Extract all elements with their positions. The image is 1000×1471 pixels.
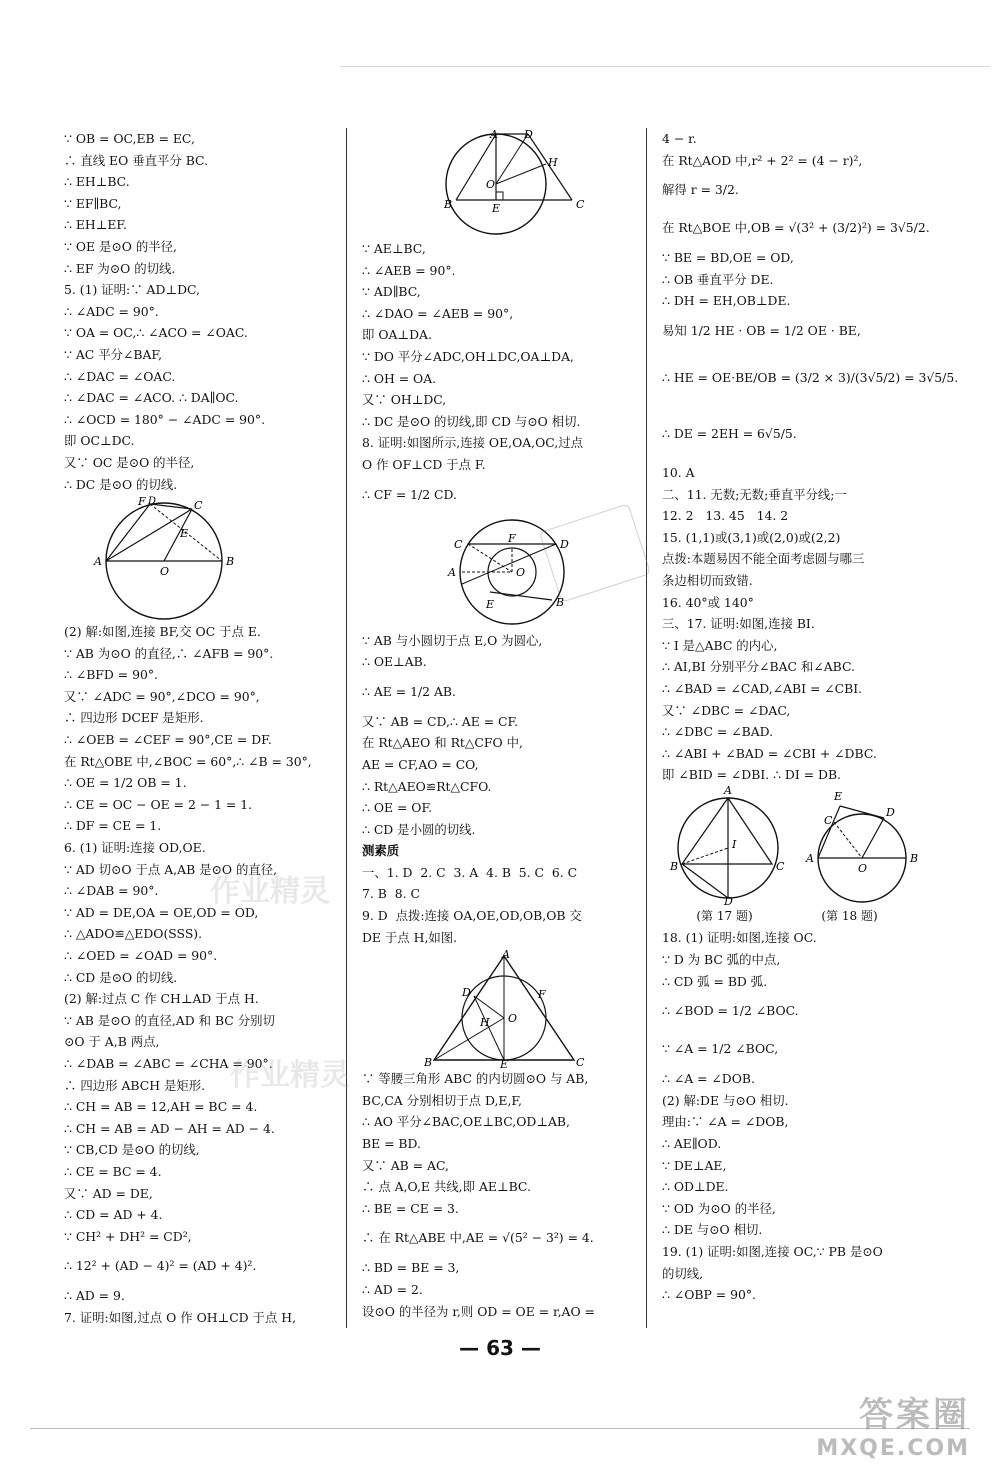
text-line: 解得 r = 3/2. bbox=[662, 182, 739, 198]
text-line: ∴ 在 Rt△ABE 中,AE = √(5² − 3²) = 4. bbox=[362, 1230, 594, 1246]
figure-captions bbox=[662, 906, 912, 928]
svg-text:C: C bbox=[776, 859, 785, 873]
svg-text:D: D bbox=[462, 986, 471, 1000]
svg-text:A: A bbox=[724, 785, 732, 797]
text-line: ∴ ∠DAC = ∠ACO. ∴ DA∥OC. bbox=[64, 390, 239, 406]
text-line: 15. (1,1)或(3,1)或(2,0)或(2,2) bbox=[662, 529, 841, 545]
text-line: ∵ AB 是⊙O 的直径,AD 和 BC 分别切 bbox=[64, 1012, 275, 1028]
text-line: ∵ DE⊥AE, bbox=[662, 1157, 727, 1173]
text-line: ∴ ∠ADC = 90°. bbox=[64, 303, 159, 319]
text-line: ∴ ∠OED = ∠OAD = 90°. bbox=[64, 948, 218, 963]
text-line: ∴ DC 是⊙O 的切线. bbox=[64, 476, 178, 492]
text-line: ∴ AI,BI 分别平分∠BAC 和∠ABC. bbox=[662, 659, 855, 675]
svg-text:O: O bbox=[486, 178, 496, 191]
text-line: ∴ ∠DAB = ∠ABC = ∠CHA = 90°. bbox=[64, 1055, 273, 1071]
text-line: ⊙O 于 A,B 两点, bbox=[64, 1034, 160, 1050]
caption-q17: (第 17 题) bbox=[696, 908, 753, 923]
text-line: ∵ AE⊥BC, bbox=[362, 241, 426, 256]
svg-text:B: B bbox=[910, 851, 919, 865]
text-line: ∵ D 为 BC 弧的中点, bbox=[662, 952, 781, 968]
watermark: 作业精灵 bbox=[210, 874, 330, 909]
caption-q18: (第 18 题) bbox=[821, 908, 878, 923]
text-line: ∴ CE = BC = 4. bbox=[64, 1163, 162, 1179]
svg-text:O: O bbox=[508, 1012, 518, 1026]
text-line: ∴ ∠OEB = ∠CEF = 90°,CE = DF. bbox=[64, 732, 272, 748]
svg-text:C: C bbox=[576, 1056, 585, 1069]
text-line: ∴ AD = 2. bbox=[362, 1282, 423, 1297]
text-line: 设⊙O 的半径为 r,则 OD = OE = r,AO = bbox=[362, 1303, 595, 1319]
svg-text:D: D bbox=[886, 805, 895, 819]
text-line: 又∵ OC 是⊙O 的半径, bbox=[64, 454, 195, 470]
svg-text:A: A bbox=[806, 851, 814, 865]
text-line: ∵ OA = OC,∴ ∠ACO = ∠OAC. bbox=[64, 325, 248, 341]
text-line: ∵ AB 与小圆切于点 E,O 为圆心, bbox=[362, 632, 543, 648]
text-line: 一、1. D 2. C 3. A 4. B 5. C 6. C bbox=[362, 864, 578, 880]
text-line: 8. 证明:如图所示,连接 OE,OA,OC,过点 bbox=[362, 435, 584, 451]
text-line: 又∵ ∠ADC = 90°,∠DCO = 90°, bbox=[64, 688, 260, 704]
text-line: (2) 解:DE 与⊙O 相切. bbox=[662, 1092, 789, 1108]
text-line: BC,CA 分别相切于点 D,E,F, bbox=[362, 1092, 522, 1108]
text-line: ∵ EF∥BC, bbox=[64, 195, 122, 211]
svg-text:B: B bbox=[670, 859, 679, 873]
text-line: 易知 1/2 HE · OB = 1/2 OE · BE, bbox=[662, 322, 861, 338]
text-line: ∴ ∠BOD = 1/2 ∠BOC. bbox=[662, 1003, 799, 1019]
text-line: ∴ DH = EH,OB⊥DE. bbox=[662, 293, 791, 309]
text-line: ∵ AB 为⊙O 的直径,∴ ∠AFB = 90°. bbox=[64, 645, 274, 661]
svg-text:O: O bbox=[160, 565, 170, 579]
text-line: 7. B 8. C bbox=[362, 886, 420, 902]
text-line: ∵ AD 切⊙O 于点 A,AB 是⊙O 的直径, bbox=[64, 861, 278, 877]
text-line: ∴ 点 A,O,E 共线,即 AE⊥BC. bbox=[362, 1179, 531, 1195]
text-line: O 作 OF⊥CD 于点 F. bbox=[362, 456, 486, 472]
text-line: 10. A bbox=[662, 464, 695, 480]
text-line: 条边相切而致错. bbox=[662, 572, 753, 588]
text-line: 12. 2 13. 45 14. 2 bbox=[662, 508, 789, 524]
page-number: — 63 — bbox=[459, 1336, 541, 1360]
text-line: 又∵ OH⊥DC, bbox=[362, 392, 447, 408]
text-line: 18. (1) 证明:如图,连接 OC. bbox=[662, 930, 817, 946]
text-line: 即 ∠BID = ∠DBI. ∴ DI = DB. bbox=[662, 767, 841, 783]
text-line: ∵ AD = DE,OA = OE,OD = OD, bbox=[64, 904, 259, 920]
text-line: 5. (1) 证明:∵ AD⊥DC, bbox=[64, 282, 200, 298]
svg-text:A: A bbox=[94, 555, 102, 569]
text-line: 9. D 点拨:连接 OA,OE,OD,OB,OB 交 bbox=[362, 908, 582, 924]
text-line: ∴ CF = 1/2 CD. bbox=[362, 486, 457, 502]
svg-text:O: O bbox=[516, 565, 526, 579]
svg-text:D: D bbox=[560, 537, 569, 551]
text-line: ∵ AC 平分∠BAF, bbox=[64, 346, 163, 362]
text-line: ∴ ∠DAO = ∠AEB = 90°, bbox=[362, 305, 514, 321]
text-line: 在 Rt△AEO 和 Rt△CFO 中, bbox=[362, 735, 523, 751]
svg-text:C: C bbox=[194, 499, 203, 513]
text-line: ∴ AE∥OD. bbox=[662, 1136, 722, 1152]
text-line: ∴ OD⊥DE. bbox=[662, 1179, 729, 1195]
text-line: ∴ EH⊥EF. bbox=[64, 217, 127, 233]
svg-text:B: B bbox=[424, 1056, 433, 1069]
top-rule bbox=[340, 66, 990, 67]
text-line: ∵ ∠A = 1/2 ∠BOC, bbox=[662, 1041, 779, 1057]
text-line: 测素质 bbox=[362, 843, 400, 859]
text-line: ∵ BE = BD,OE = OD, bbox=[662, 250, 794, 266]
text-line: ∴ 四边形 DCEF 是矩形. bbox=[64, 710, 204, 726]
text-line: ∴ ∠ABI + ∠BAD = ∠CBI + ∠DBC. bbox=[662, 745, 877, 761]
text-line: ∴ ∠DAC = ∠OAC. bbox=[64, 368, 176, 384]
svg-text:O: O bbox=[858, 861, 868, 875]
text-line: ∴ AO 平分∠BAC,OE⊥BC,OD⊥AB, bbox=[362, 1114, 570, 1130]
text-line: BE = BD. bbox=[362, 1136, 421, 1152]
text-line: ∴ ∠DAB = 90°. bbox=[64, 883, 159, 899]
text-line: 点拨:本题易因不能全面考虑圆与哪三 bbox=[662, 551, 865, 567]
text-line: ∴ BE = CE = 3. bbox=[362, 1200, 459, 1216]
svg-text:F: F bbox=[538, 988, 546, 1002]
text-line: 在 Rt△AOD 中,r² + 2² = (4 − r)², bbox=[662, 152, 863, 168]
text-line: ∴ BD = BE = 3, bbox=[362, 1260, 460, 1276]
text-line: ∴ ∠AEB = 90°. bbox=[362, 262, 456, 278]
text-line: ∴ 四边形 ABCH 是矩形. bbox=[64, 1077, 206, 1093]
column-divider bbox=[346, 128, 347, 1328]
figures-q17-q18 bbox=[662, 786, 932, 906]
watermark: 作业精灵 bbox=[230, 1058, 350, 1093]
svg-text:B: B bbox=[444, 198, 453, 211]
text-line: ∴ ∠OCD = 180° − ∠ADC = 90°. bbox=[64, 411, 266, 427]
corner-logo-url: MXQE.COM bbox=[816, 1436, 970, 1461]
text-line: ∴ ∠BFD = 90°. bbox=[64, 667, 159, 683]
text-line: ∴ ∠BAD = ∠CAD,∠ABI = ∠CBI. bbox=[662, 680, 863, 696]
text-line: ∴ CH = AB = AD − AH = AD − 4. bbox=[64, 1120, 275, 1136]
svg-text:D: D bbox=[524, 128, 533, 141]
svg-text:E: E bbox=[486, 597, 495, 611]
svg-text:C: C bbox=[824, 813, 833, 827]
svg-text:C: C bbox=[576, 198, 585, 211]
text-line: 理由:∵ ∠A = ∠DOB, bbox=[662, 1114, 789, 1130]
text-line: ∴ AD = 9. bbox=[64, 1288, 125, 1304]
corner-logo-text: 答案圈 bbox=[859, 1395, 970, 1435]
svg-text:I: I bbox=[732, 837, 737, 851]
text-line: 的切线, bbox=[662, 1265, 704, 1281]
text-line: ∴ HE = OE·BE/OB = (3/2 × 3)/(3√5/2) = 3√5/5. bbox=[662, 369, 959, 385]
text-line: ∴ EF 为⊙O 的切线. bbox=[64, 260, 176, 276]
text-line: ∴ △ADO≌△EDO(SSS). bbox=[64, 926, 203, 942]
text-line: 即 OC⊥DC. bbox=[64, 433, 135, 449]
svg-text:E: E bbox=[180, 527, 189, 541]
svg-text:D: D bbox=[724, 894, 733, 906]
text-line: ∴ 12² + (AD − 4)² = (AD + 4)². bbox=[64, 1258, 257, 1274]
text-line: ∵ 等腰三角形 ABC 的内切圆⊙O 与 AB, bbox=[362, 1071, 589, 1087]
column-1 bbox=[64, 128, 334, 1329]
figure-q5 bbox=[64, 495, 264, 621]
svg-text:H: H bbox=[548, 156, 558, 169]
text-line: ∴ ∠DBC = ∠BAD. bbox=[662, 724, 774, 740]
text-line: ∴ OE = OF. bbox=[362, 800, 433, 816]
text-line: 19. (1) 证明:如图,连接 OC,∵ PB 是⊙O bbox=[662, 1244, 883, 1259]
svg-text:F: F bbox=[508, 531, 516, 545]
text-line: ∵ AD∥BC, bbox=[362, 284, 421, 300]
text-line: 三、17. 证明:如图,连接 BI. bbox=[662, 616, 815, 632]
svg-text:B: B bbox=[226, 555, 235, 569]
svg-text:D: D bbox=[148, 496, 157, 508]
svg-text:A: A bbox=[502, 948, 510, 962]
text-line: (2) 解:如图,连接 BF,交 OC 于点 E. bbox=[64, 624, 261, 640]
svg-text:B: B bbox=[556, 595, 565, 609]
text-line: AE = CF,AO = CO, bbox=[362, 756, 479, 772]
text-line: ∴ DE = 2EH = 6√5/5. bbox=[662, 425, 797, 441]
text-line: ∴ OH = OA. bbox=[362, 370, 437, 386]
text-line: ∵ OE 是⊙O 的半径, bbox=[64, 238, 177, 254]
text-line: ∴ ∠OBP = 90°. bbox=[662, 1287, 756, 1303]
figure-q7 bbox=[362, 128, 632, 238]
text-line: ∴ DE 与⊙O 相切. bbox=[662, 1222, 763, 1238]
text-line: ∵ CB,CD 是⊙O 的切线, bbox=[64, 1142, 200, 1158]
text-line: ∴ OE⊥AB. bbox=[362, 654, 427, 670]
text-line: 即 OA⊥DA. bbox=[362, 327, 432, 343]
text-line: ∴ DF = CE = 1. bbox=[64, 818, 162, 834]
column-3 bbox=[662, 128, 959, 1306]
column-2 bbox=[362, 128, 640, 1322]
text-line: 又∵ ∠DBC = ∠DAC, bbox=[662, 702, 791, 718]
svg-text:E: E bbox=[492, 202, 501, 215]
text-line: 又∵ AB = CD,∴ AE = CF. bbox=[362, 713, 519, 729]
text-line: 在 Rt△OBE 中,∠BOC = 60°,∴ ∠B = 30°, bbox=[64, 753, 312, 769]
svg-text:E: E bbox=[834, 789, 843, 803]
text-line: ∴ CD 弧 = BD 弧. bbox=[662, 973, 768, 989]
text-line: ∴ CE = OC − OE = 2 − 1 = 1. bbox=[64, 796, 253, 812]
svg-text:F: F bbox=[138, 495, 146, 509]
text-line: ∴ 直线 EO 垂直平分 BC. bbox=[64, 152, 209, 168]
text-line: 又∵ AD = DE, bbox=[64, 1185, 153, 1201]
text-line: ∴ OE = 1/2 OB = 1. bbox=[64, 775, 187, 791]
text-line: 16. 40°或 140° bbox=[662, 594, 754, 610]
text-line: DE 于点 H,如图. bbox=[362, 929, 458, 945]
text-line: ∴ EH⊥BC. bbox=[64, 174, 130, 190]
text-line: 又∵ AB = AC, bbox=[362, 1157, 449, 1173]
text-line: ∴ DC 是⊙O 的切线,即 CD 与⊙O 相切. bbox=[362, 413, 581, 429]
corner-logo bbox=[816, 1387, 970, 1461]
svg-text:A: A bbox=[448, 565, 456, 579]
text-line: (2) 解:过点 C 作 CH⊥AD 于点 H. bbox=[64, 991, 259, 1007]
text-line: ∵ OB = OC,EB = EC, bbox=[64, 131, 195, 146]
svg-text:A: A bbox=[490, 128, 498, 141]
text-line: ∴ OB 垂直平分 DE. bbox=[662, 271, 774, 287]
svg-text:C: C bbox=[454, 537, 463, 551]
figure-q9 bbox=[362, 948, 632, 1068]
text-line: ∴ Rt△AEO≌Rt△CFO. bbox=[362, 778, 492, 794]
text-line: 在 Rt△BOE 中,OB = √(3² + (3/2)²) = 3√5/2. bbox=[662, 220, 930, 236]
svg-text:E: E bbox=[500, 1058, 509, 1069]
text-line: ∵ DO 平分∠ADC,OH⊥DC,OA⊥DA, bbox=[362, 348, 574, 364]
text-line: 7. 证明:如图,过点 O 作 OH⊥CD 于点 H, bbox=[64, 1309, 297, 1325]
text-line: ∵ OD 为⊙O 的半径, bbox=[662, 1200, 776, 1216]
text-line: ∴ CD = AD + 4. bbox=[64, 1207, 163, 1223]
text-line: ∴ CH = AB = 12,AH = BC = 4. bbox=[64, 1099, 258, 1115]
column-divider bbox=[646, 128, 647, 1328]
text-line: ∴ AE = 1/2 AB. bbox=[362, 683, 456, 699]
text-line: 6. (1) 证明:连接 OD,OE. bbox=[64, 840, 206, 856]
svg-text:H: H bbox=[480, 1016, 490, 1030]
text-line: ∴ CD 是⊙O 的切线. bbox=[64, 969, 178, 985]
text-line: 4 − r. bbox=[662, 131, 697, 146]
text-line: 二、11. 无数;无数;垂直平分线;一 bbox=[662, 486, 847, 502]
text-line: ∵ I 是△ABC 的内心, bbox=[662, 637, 778, 653]
text-line: ∵ CH² + DH² = CD², bbox=[64, 1228, 192, 1244]
text-line: ∴ ∠A = ∠DOB. bbox=[662, 1071, 755, 1087]
text-line: ∴ CD 是小圆的切线. bbox=[362, 821, 476, 837]
